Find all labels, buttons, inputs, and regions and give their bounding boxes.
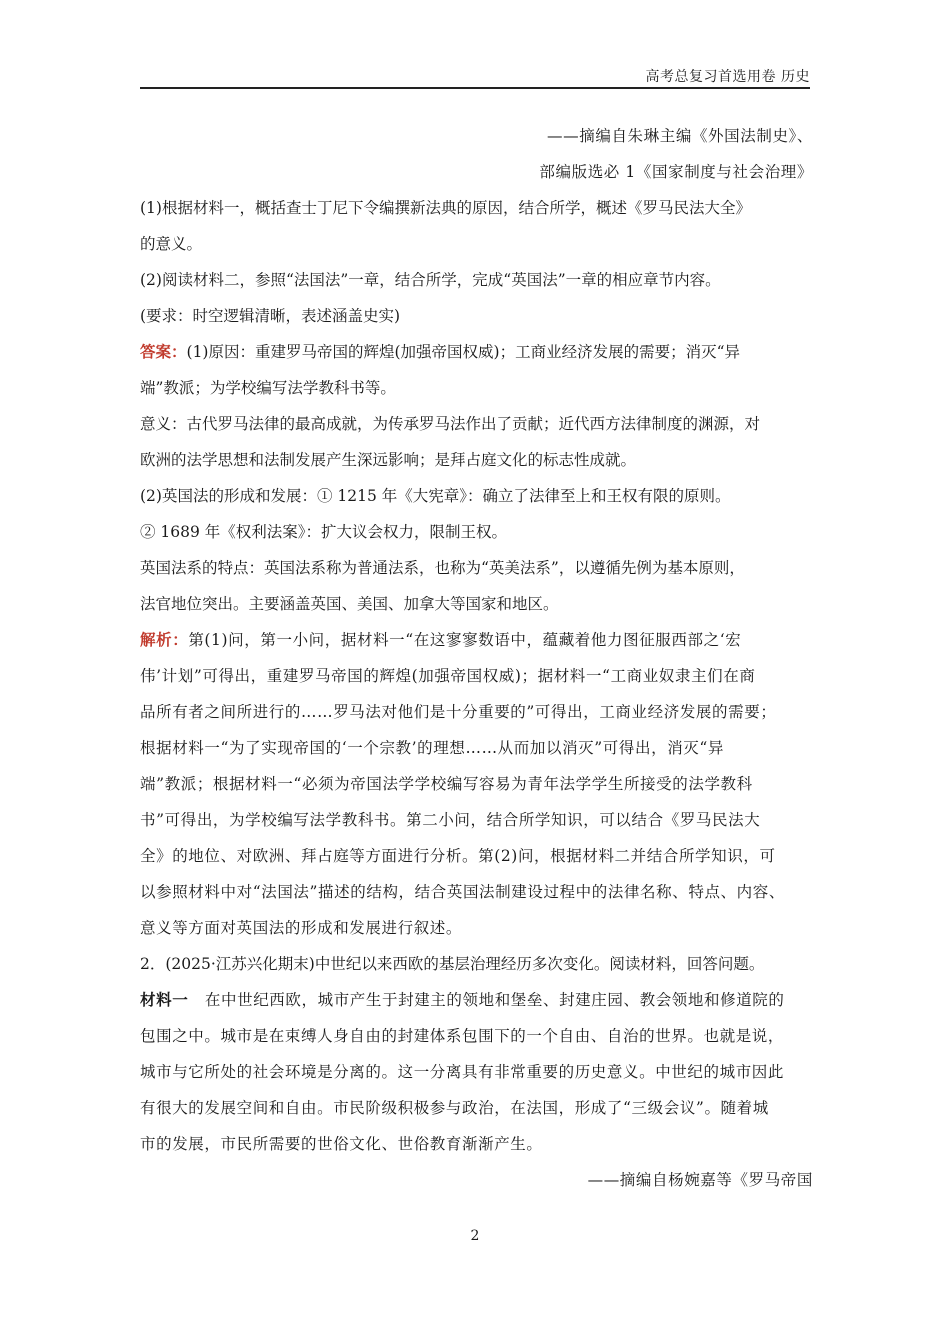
- page-header-title: 高考总复习首选用卷 历史: [645, 69, 810, 85]
- answer-line: 意义：古代罗马法律的最高成就，为传承罗马法作出了贡献；近代西方法律制度的渊源，对: [140, 415, 761, 433]
- page-number: 2: [470, 1228, 480, 1244]
- answer-line: [140, 334, 813, 370]
- material-line: 有很大的发展空间和自由。市民阶级积极参与政治，在法国，形成了“三级会议”。随着城: [140, 1099, 769, 1117]
- analysis-line: 品所有者之间所进行的……罗马法对他们是十分重要的”可得出，工商业经济发展的需要；: [140, 703, 777, 721]
- material-text: 在中世纪西欧，城市产生于封建主的领地和堡垒、封建庄园、教会领地和修道院的: [204, 991, 785, 1009]
- question-line: (要求：时空逻辑清晰，表述涵盖史实): [140, 307, 401, 325]
- analysis-line: 根据材料一“为了实现帝国的‘一个宗教’的理想……从而加以消灭”可得出，消灭“异: [140, 739, 725, 757]
- analysis-line: 以参照材料中对“法国法”描述的结构，结合英国法制建设过程中的法律名称、特点、内容、: [140, 883, 785, 901]
- answer-line: 欧洲的法学思想和法制发展产生深远影响；是拜占庭文化的标志性成就。: [140, 451, 637, 469]
- analysis-line: 书”可得出，为学校编写法学教科书。第二小问，结合所学知识，可以结合《罗马民法大: [140, 811, 761, 829]
- analysis-line: 伟’计划”可得出，重建罗马帝国的辉煌(加强帝国权威)；据材料一“工商业奴隶主们在商: [140, 667, 756, 685]
- analysis-label: 解析：: [140, 630, 189, 649]
- document-body: [140, 118, 813, 1198]
- answer-line: 法官地位突出。主要涵盖英国、美国、加拿大等国家和地区。: [140, 595, 559, 613]
- header-divider: [140, 87, 810, 89]
- analysis-line: 端”教派；根据材料一“必须为帝国法学学校编写容易为青年法学学生所接受的法学教科: [140, 775, 753, 793]
- analysis-text: 第(1)问，第一小问，据材料一“在这寥寥数语中，蕴藏着他力图征服西部之‘宏: [188, 631, 742, 649]
- answer-line: 英国法系的特点：英国法系称为普通法系，也称为“英美法系”，以遵循先例为基本原则，: [140, 559, 745, 577]
- answer-label: 答案：: [140, 342, 187, 361]
- analysis-line: 全》的地位、对欧洲、拜占庭等方面进行分析。第(2)问，根据材料二并结合所学知识，可: [140, 847, 776, 865]
- answer-line: 端”教派；为学校编写法学教科书等。: [140, 379, 396, 397]
- material-line: 包围之中。城市是在束缚人身自由的封建体系包围下的一个自由、自治的世界。也就是说，: [140, 1027, 785, 1045]
- answer-line: ② 1689 年《权利法案》：扩大议会权力，限制王权。: [140, 523, 508, 541]
- question-line: (1)根据材料一，概括查士丁尼下令编撰新法典的原因，结合所学，概述《罗马民法大全》: [140, 199, 751, 217]
- material-line: 城市与它所处的社会环境是分离的。这一分离具有非常重要的历史意义。中世纪的城市因此: [140, 1063, 785, 1081]
- question-line: (2)阅读材料二，参照“法国法”一章，结合所学，完成“英国法”一章的相应章节内容。: [140, 271, 721, 289]
- material-label: 材料一: [140, 990, 189, 1009]
- answer-line: (2)英国法的形成和发展：① 1215 年《大宪章》：确立了法律至上和王权有限的原则。: [140, 487, 731, 505]
- analysis-line: [140, 622, 813, 658]
- question-line: 的意义。: [140, 235, 203, 253]
- material-source-citation: ——摘编自杨婉嘉等《罗马帝国: [587, 1171, 813, 1189]
- source-citation-line: 部编版选必 1《国家制度与社会治理》: [539, 163, 813, 181]
- material-line: 市的发展，市民所需要的世俗文化、世俗教育渐渐产生。: [140, 1135, 543, 1153]
- analysis-line: 意义等方面对英国法的形成和发展进行叙述。: [140, 919, 463, 937]
- material-line: [140, 982, 813, 1018]
- problem-2-intro: 2．(2025·江苏兴化期末)中世纪以来西欧的基层治理经历多次变化。阅读材料，回答问题。: [140, 955, 765, 973]
- source-citation-line: ——摘编自朱琳主编《外国法制史》、: [547, 127, 813, 145]
- answer-text: (1)原因：重建罗马帝国的辉煌(加强帝国权威)；工商业经济发展的需要；消灭“异: [186, 343, 740, 361]
